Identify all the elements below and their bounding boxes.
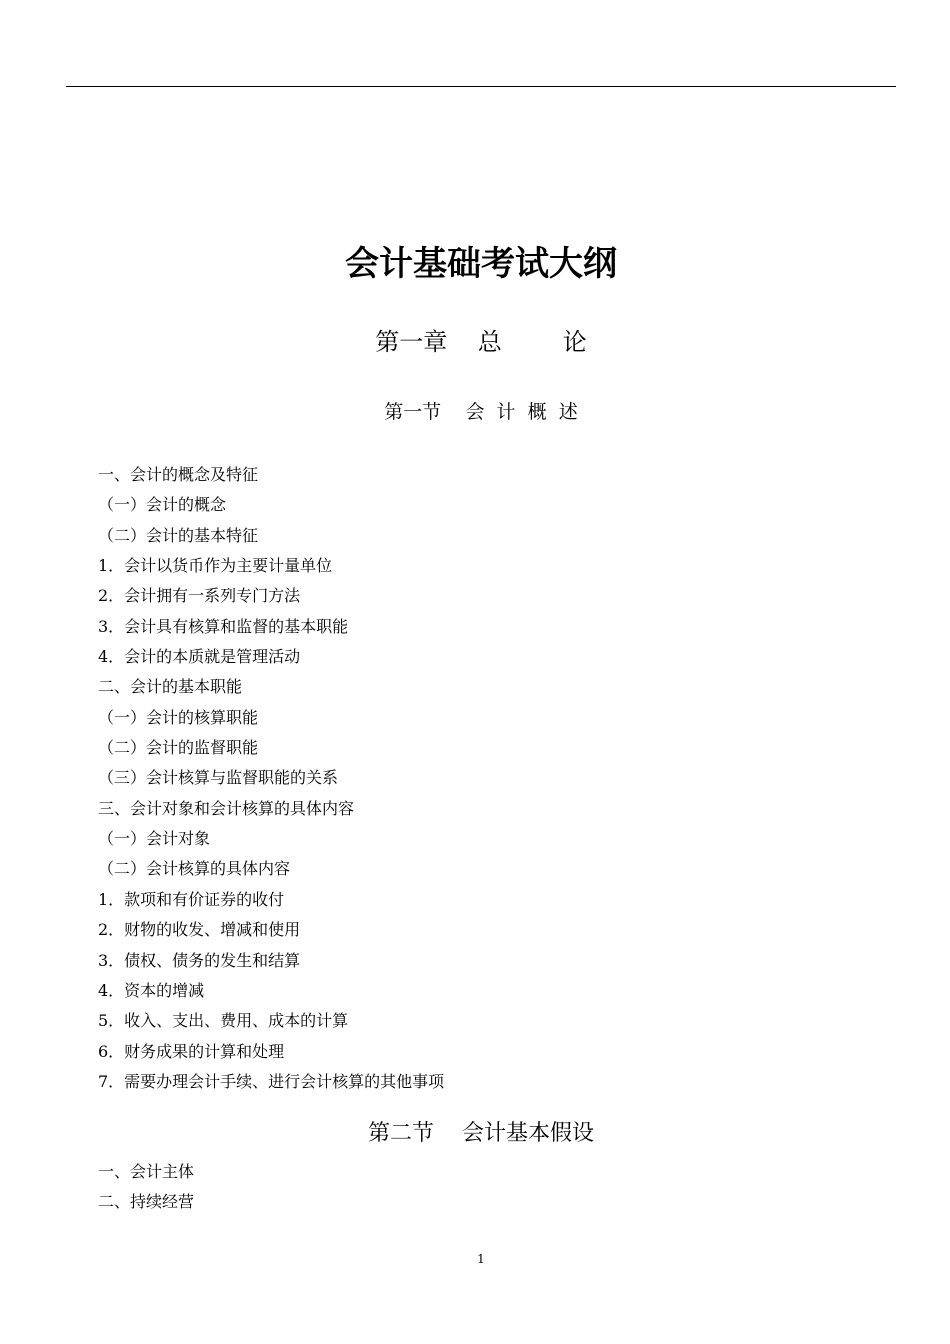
outline-item: （二）会计的监督职能 (98, 738, 259, 758)
outline-item: （一）会计的概念 (98, 495, 227, 515)
section-1-outline (98, 460, 444, 1097)
outline-item: （二）会计的基本特征 (98, 525, 259, 545)
outline-item: 2．财物的收发、增减和使用 (98, 920, 301, 940)
outline-item: 三、会计对象和会计核算的具体内容 (98, 798, 355, 818)
outline-item: （三）会计核算与监督职能的关系 (98, 768, 339, 788)
outline-item: 二、会计的基本职能 (98, 677, 243, 697)
outline-item: （一）会计对象 (98, 829, 211, 849)
section-title-2: 第二节 会计基本假设 (368, 1121, 594, 1146)
outline-item: 7．需要办理会计手续、进行会计核算的其他事项 (98, 1071, 445, 1091)
section-2-outline (98, 1157, 194, 1218)
outline-item: 4．会计的本质就是管理活动 (98, 647, 301, 667)
section-title-1: 第一节 会 计 概 述 (384, 401, 578, 423)
outline-item: （二）会计核算的具体内容 (98, 859, 291, 879)
outline-item: 1．款项和有价证券的收付 (98, 889, 285, 909)
chapter-title: 第一章 总 论 (375, 328, 587, 356)
outline-item: 3．债权、债务的发生和结算 (98, 950, 301, 970)
outline-item: 一、会计主体 (98, 1162, 195, 1181)
header-rule (66, 86, 896, 87)
outline-item: 一、会计的概念及特征 (98, 465, 259, 484)
document-title: 会计基础考试大纲 (345, 244, 617, 284)
outline-item: 3．会计具有核算和监督的基本职能 (98, 616, 349, 636)
outline-item: 5．收入、支出、费用、成本的计算 (98, 1011, 349, 1031)
outline-item: （一）会计的核算职能 (98, 707, 259, 727)
outline-item: 6．财务成果的计算和处理 (98, 1041, 285, 1061)
page-number: 1 (477, 1252, 485, 1266)
outline-item: 二、持续经营 (98, 1192, 195, 1212)
outline-item: 4．资本的增减 (98, 980, 205, 1000)
outline-item: 1．会计以货币作为主要计量单位 (98, 556, 333, 576)
outline-item: 2．会计拥有一系列专门方法 (98, 586, 301, 606)
